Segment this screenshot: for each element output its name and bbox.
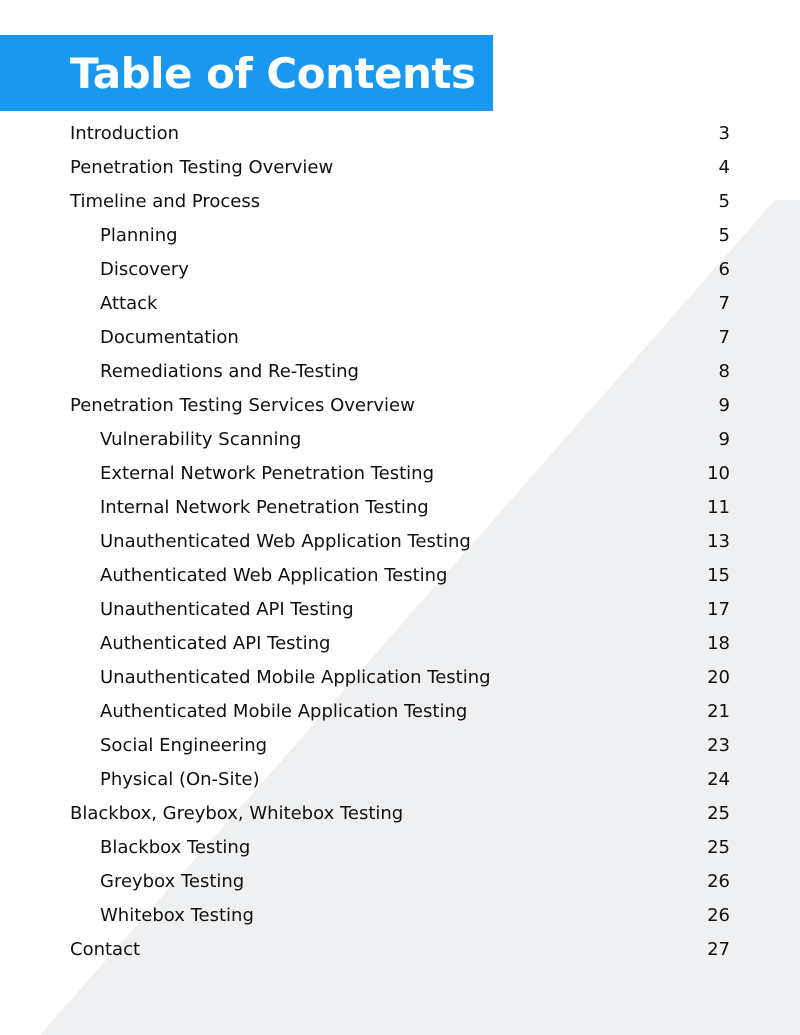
- toc-entry-page-number[interactable]: 9: [718, 395, 730, 416]
- toc-entry-label[interactable]: Authenticated Mobile Application Testing: [100, 701, 468, 722]
- toc-entry[interactable]: [70, 525, 730, 559]
- toc-entry-page-number[interactable]: 20: [707, 667, 730, 688]
- toc-entry-label[interactable]: Remediations and Re-Testing: [100, 361, 359, 382]
- toc-entry[interactable]: [70, 559, 730, 593]
- table-of-contents: [70, 117, 730, 967]
- toc-entry-page-number[interactable]: 21: [707, 701, 730, 722]
- toc-entry[interactable]: [70, 729, 730, 763]
- toc-entry-label[interactable]: Attack: [100, 293, 158, 314]
- toc-entry[interactable]: [70, 457, 730, 491]
- title-banner: [0, 35, 493, 111]
- toc-entry-label[interactable]: External Network Penetration Testing: [100, 463, 435, 484]
- toc-entry[interactable]: [70, 831, 730, 865]
- toc-entry-label[interactable]: Discovery: [100, 259, 189, 280]
- toc-entry-page-number[interactable]: 7: [718, 293, 730, 314]
- toc-entry[interactable]: [70, 253, 730, 287]
- toc-entry-page-number[interactable]: 15: [707, 565, 730, 586]
- toc-entry-label[interactable]: Vulnerability Scanning: [100, 429, 302, 450]
- toc-entry-label[interactable]: Authenticated API Testing: [100, 633, 331, 654]
- toc-entry-page-number[interactable]: 8: [718, 361, 730, 382]
- toc-entry-label[interactable]: Unauthenticated Web Application Testing: [100, 531, 471, 552]
- toc-entry[interactable]: [70, 185, 730, 219]
- toc-entry-page-number[interactable]: 4: [718, 157, 730, 178]
- toc-entry[interactable]: [70, 627, 730, 661]
- toc-entry-label[interactable]: Timeline and Process: [70, 191, 261, 212]
- toc-entry-page-number[interactable]: 3: [718, 123, 730, 144]
- toc-entry-label[interactable]: Penetration Testing Services Overview: [70, 395, 415, 416]
- toc-entry-label[interactable]: Contact: [70, 939, 141, 960]
- toc-entry-label[interactable]: Greybox Testing: [100, 871, 245, 892]
- toc-entry-page-number[interactable]: 18: [707, 633, 730, 654]
- toc-entry[interactable]: [70, 763, 730, 797]
- toc-entry-label[interactable]: Internal Network Penetration Testing: [100, 497, 429, 518]
- toc-entry-label[interactable]: Physical (On-Site): [100, 769, 260, 790]
- toc-entry-page-number[interactable]: 10: [707, 463, 730, 484]
- toc-entry-label[interactable]: Penetration Testing Overview: [70, 157, 334, 178]
- toc-entry-page-number[interactable]: 6: [718, 259, 730, 280]
- toc-entry[interactable]: [70, 287, 730, 321]
- toc-entry-page-number[interactable]: 7: [718, 327, 730, 348]
- toc-entry[interactable]: [70, 151, 730, 185]
- toc-entry-label[interactable]: Whitebox Testing: [100, 905, 254, 926]
- toc-entry-page-number[interactable]: 25: [707, 837, 730, 858]
- toc-entry-page-number[interactable]: 24: [707, 769, 730, 790]
- toc-entry[interactable]: [70, 865, 730, 899]
- toc-entry-page-number[interactable]: 23: [707, 735, 730, 756]
- toc-entry-label[interactable]: Planning: [100, 225, 178, 246]
- toc-entry-page-number[interactable]: 13: [707, 531, 730, 552]
- toc-entry-label[interactable]: Introduction: [70, 123, 180, 144]
- toc-entry-page-number[interactable]: 5: [718, 225, 730, 246]
- toc-entry[interactable]: [70, 355, 730, 389]
- toc-entry[interactable]: [70, 661, 730, 695]
- toc-entry-label[interactable]: Blackbox Testing: [100, 837, 251, 858]
- toc-entry-label[interactable]: Blackbox, Greybox, Whitebox Testing: [70, 803, 404, 824]
- toc-entry[interactable]: [70, 491, 730, 525]
- toc-entry[interactable]: [70, 423, 730, 457]
- toc-entry[interactable]: [70, 321, 730, 355]
- toc-entry-label[interactable]: Authenticated Web Application Testing: [100, 565, 448, 586]
- toc-entry-page-number[interactable]: 17: [707, 599, 730, 620]
- toc-entry[interactable]: [70, 899, 730, 933]
- toc-entry-page-number[interactable]: 27: [707, 939, 730, 960]
- toc-entry[interactable]: [70, 695, 730, 729]
- toc-entry-page-number[interactable]: 11: [707, 497, 730, 518]
- toc-entry-page-number[interactable]: 25: [707, 803, 730, 824]
- toc-entry-page-number[interactable]: 9: [718, 429, 730, 450]
- toc-entry-page-number[interactable]: 5: [718, 191, 730, 212]
- toc-entry-label[interactable]: Unauthenticated Mobile Application Testing: [100, 667, 491, 688]
- toc-entry-page-number[interactable]: 26: [707, 905, 730, 926]
- toc-entry[interactable]: [70, 797, 730, 831]
- toc-entry[interactable]: [70, 933, 730, 967]
- toc-entry[interactable]: [70, 219, 730, 253]
- toc-entry[interactable]: [70, 593, 730, 627]
- toc-entry[interactable]: [70, 117, 730, 151]
- toc-entry-label[interactable]: Social Engineering: [100, 735, 268, 756]
- toc-entry-label[interactable]: Unauthenticated API Testing: [100, 599, 354, 620]
- toc-entry-page-number[interactable]: 26: [707, 871, 730, 892]
- toc-entry-label[interactable]: Documentation: [100, 327, 239, 348]
- toc-entry[interactable]: [70, 389, 730, 423]
- page-title: Table of Contents: [70, 49, 476, 98]
